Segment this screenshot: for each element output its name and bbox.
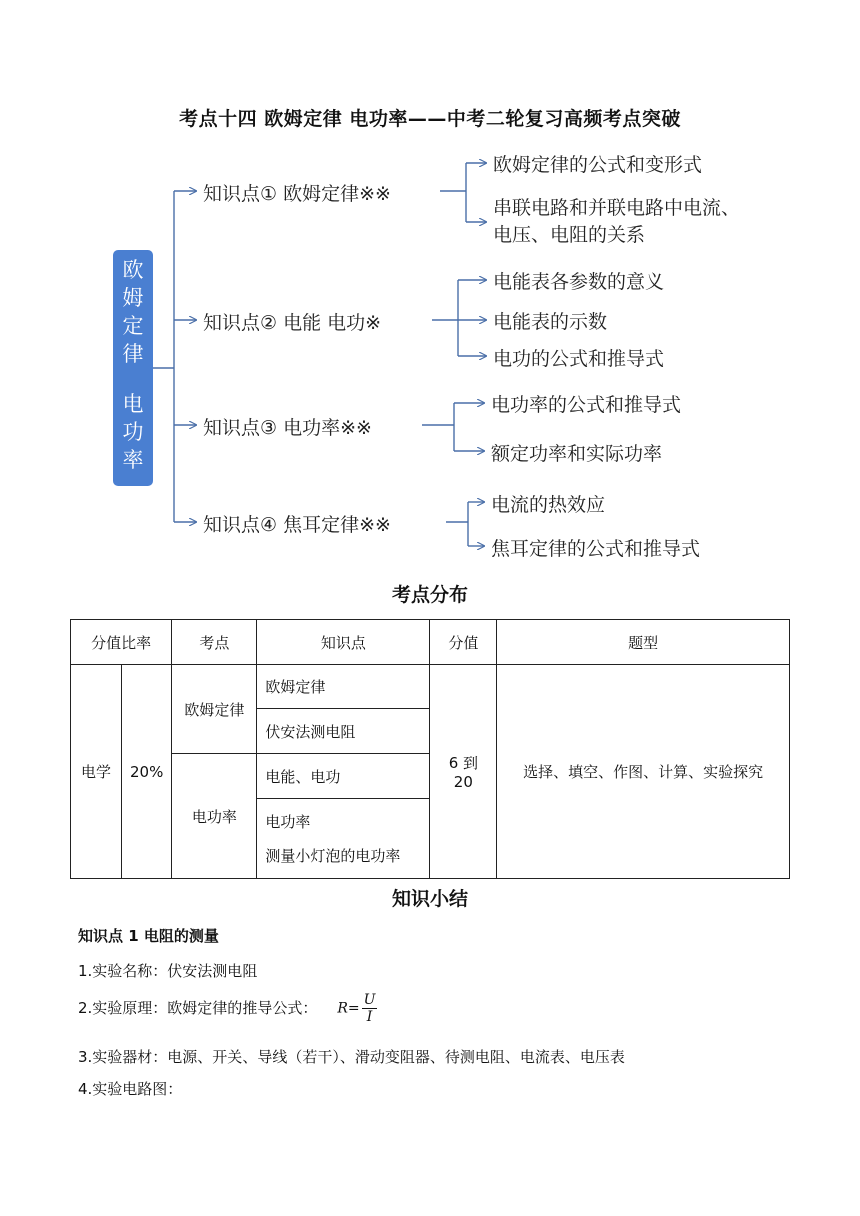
mind-map xyxy=(0,0,860,570)
ohm-formula xyxy=(337,992,377,1025)
subject-cell: 电学 xyxy=(71,665,122,879)
distribution-table xyxy=(70,619,790,879)
summary-item: 3.实验器材：电源、开关、导线（若干）、滑动变阻器、待测电阻、电流表、电压表 xyxy=(78,1048,625,1066)
topic-cell: 欧姆定律 xyxy=(172,665,257,754)
leaf-label: 电能表各参数的意义 xyxy=(493,271,665,293)
summary-item: 1.实验名称：伏安法测电阻 xyxy=(78,962,258,980)
score-cell: 6 到 20 xyxy=(430,665,497,879)
knowledge-point-line: 测量小灯泡的电功率 xyxy=(265,846,401,865)
summary-title: 知识小结 xyxy=(391,888,468,910)
formula-equals: = xyxy=(347,1000,360,1017)
summary-heading: 知识点 1 电阻的测量 xyxy=(78,927,219,945)
header-cell: 知识点 xyxy=(257,620,430,665)
root-char: 欧 xyxy=(122,258,144,282)
header-cell: 分值 xyxy=(430,620,497,665)
leaf-label: 电功率的公式和推导式 xyxy=(491,394,682,416)
knowledge-point-cell: 伏安法测电阻 xyxy=(257,709,430,754)
distribution-title: 考点分布 xyxy=(391,584,468,606)
knowledge-point-line: 电功率 xyxy=(265,812,311,831)
table-row xyxy=(71,665,790,709)
knowledge-point-cell: 欧姆定律 xyxy=(257,665,430,709)
knowledge-point-cell xyxy=(257,799,430,879)
branch-label: 知识点③ 电功率※※ xyxy=(203,417,372,439)
root-char: 律 xyxy=(122,342,144,366)
formula-numerator: U xyxy=(363,992,376,1008)
topic-cell: 电功率 xyxy=(172,754,257,879)
table-header-row xyxy=(71,620,790,665)
branch-label: 知识点② 电能 电功※ xyxy=(203,312,382,334)
root-char: 率 xyxy=(122,448,144,472)
question-types-cell: 选择、填空、作图、计算、实验探究 xyxy=(497,665,790,879)
root-char: 功 xyxy=(122,420,144,444)
formula-denominator: I xyxy=(366,1009,373,1025)
branch-label: 知识点④ 焦耳定律※※ xyxy=(203,514,391,536)
leaf-label: 电流的热效应 xyxy=(491,494,606,516)
formula-fraction xyxy=(362,992,378,1025)
summary-item xyxy=(78,992,377,1025)
leaf-label: 焦耳定律的公式和推导式 xyxy=(491,538,701,560)
leaf-label: 电能表的示数 xyxy=(493,311,608,333)
mind-map-root xyxy=(113,250,153,486)
root-char: 定 xyxy=(122,314,144,338)
formula-lhs: R xyxy=(337,1000,348,1017)
branch-label: 知识点① 欧姆定律※※ xyxy=(203,183,391,205)
leaf-label: 欧姆定律的公式和变形式 xyxy=(493,154,703,176)
header-cell: 考点 xyxy=(172,620,257,665)
root-char: 电 xyxy=(122,392,144,416)
root-char: 姆 xyxy=(122,286,144,310)
ratio-cell: 20% xyxy=(122,665,172,879)
leaf-label: 串联电路和并联电路中电流、电压、电阻的关系 xyxy=(493,197,741,246)
page-title: 考点十四 欧姆定律 电功率——中考二轮复习高频考点突破 xyxy=(179,108,681,130)
header-cell: 分值比率 xyxy=(71,620,172,665)
principle-text: 2.实验原理：欧姆定律的推导公式： xyxy=(78,999,318,1017)
knowledge-point-cell: 电能、电功 xyxy=(257,754,430,799)
header-cell: 题型 xyxy=(497,620,790,665)
leaf-label: 电功的公式和推导式 xyxy=(493,348,665,370)
leaf-label: 额定功率和实际功率 xyxy=(491,443,663,465)
summary-item: 4.实验电路图： xyxy=(78,1080,183,1098)
